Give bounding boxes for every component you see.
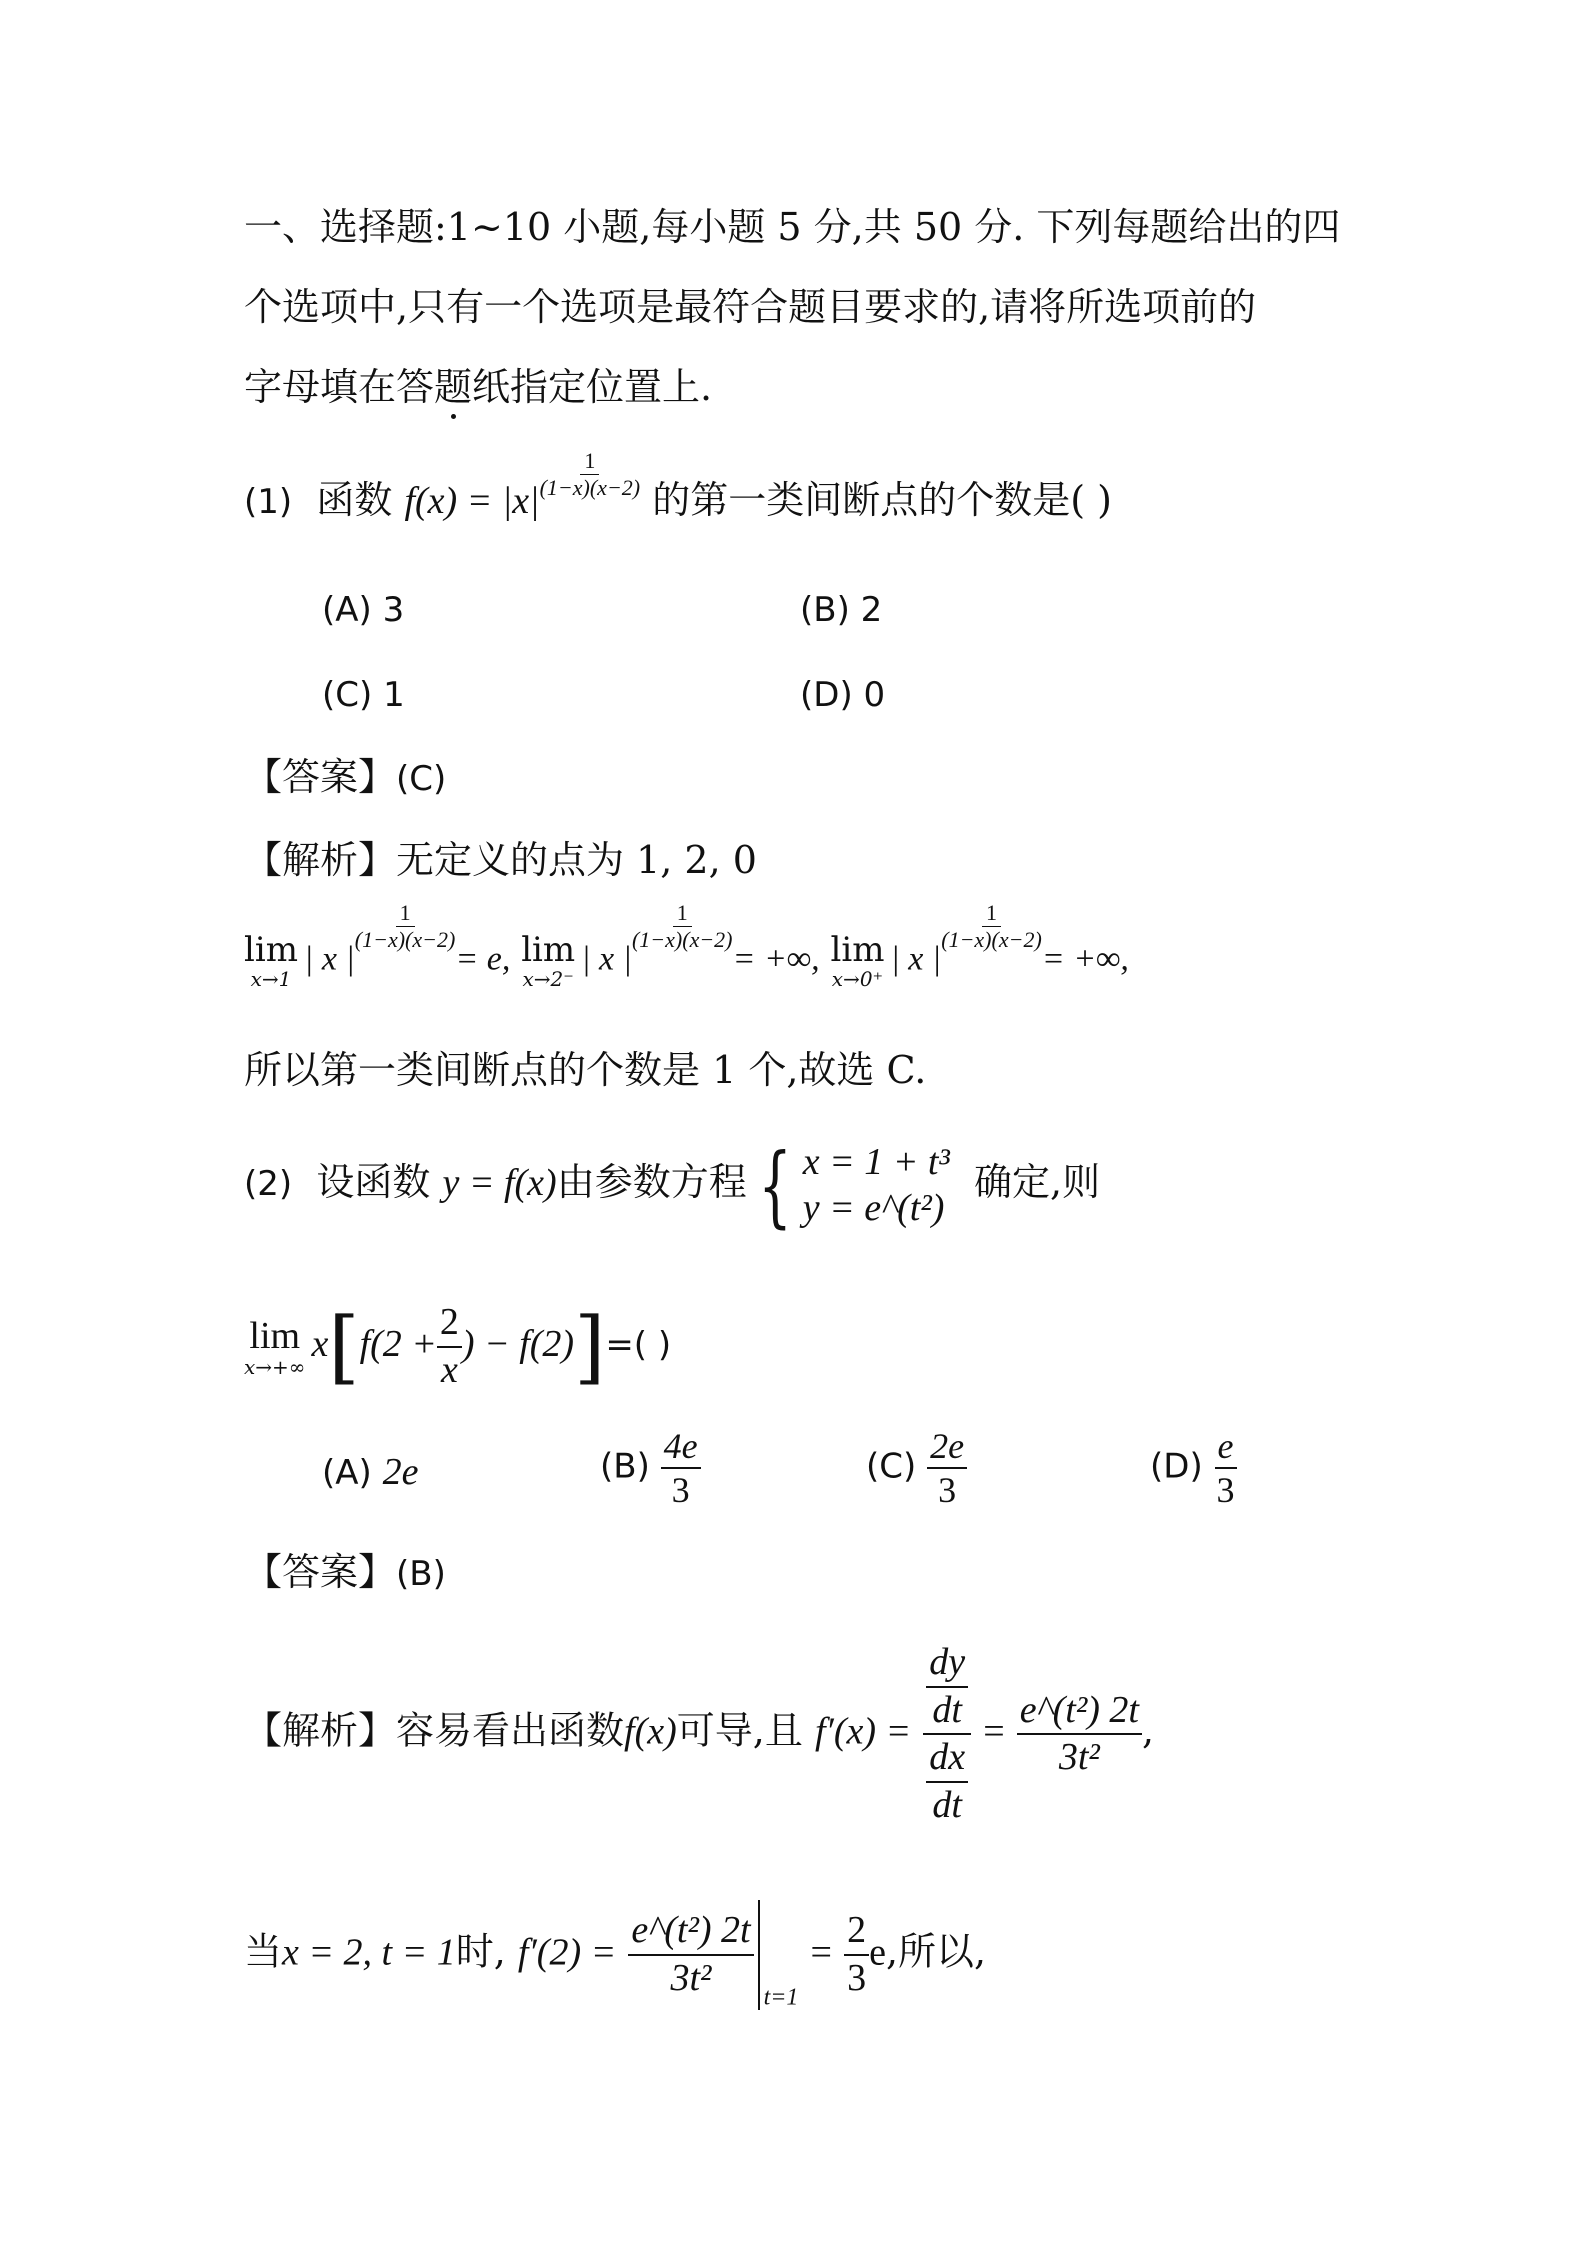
derivative-compound-fraction: $\frac{\frac{dy}{dt}}{\frac{dx}{dt}}$ [923,1640,971,1828]
q2-stem: (2) 设函数 y = f(x)由参数方程 { x = 1 + t³ y = e^(t²) 确定,则 [244,1133,1101,1237]
q1-function: f(x) = |x| [404,480,540,522]
q2-analysis: 【解析】容易看出函数f(x)可导,且 f′(x) = $\frac{\frac{dy}{dt}}{\frac{dx}{dt}}$ = $\frac{\text{e\textasciicircum{}(t²) 2t}}{\text{3t²}}$ , [244,1640,1154,1828]
q2-limit: lim x→+∞ x[f(2 + $\frac{2}{x}$ ) − f(2)]=( ) [244,1299,672,1393]
q1-conclusion: 所以第一类间断点的个数是 1 个,故选 C. [244,1048,927,1092]
derivative-result: $\frac{\text{e\textasciicircum{}(t²) 2t}}{\text{3t²}}$ [1017,1688,1142,1781]
evaluated-fraction: $\frac{\text{e\textasciicircum{}(t²) 2t}}{\text{3t²}}$ [628,1908,753,2001]
limit-1: lim x→1 [244,930,298,991]
q2-evaluation: 当x = 2, t = 1时, f′(2) = $\frac{\text{e\textasciicircum{}(t²) 2t}}{\text{3t²}}$ $_{t=1}$ = $\frac{2}{3}$ e,所以, [244,1900,986,2012]
q1-option-d[interactable]: (D) 0 [800,675,886,715]
parametric-system: x = 1 + t³ y = e^(t²) [802,1141,950,1229]
q2-option-b[interactable]: (B) $\frac{4e}{3}$ [600,1425,701,1511]
section-heading-line-1: 一、选择题:1~10 小题,每小题 5 分,共 50 分. 下列每题给出的四 [244,205,1341,249]
q1-option-c[interactable]: (C) 1 [322,675,405,715]
q1-exponent: $\frac{1}{(1-x)(x-2)}$ [539,448,641,501]
q2-option-c[interactable]: (C) $\frac{2e}{3}$ [866,1425,967,1511]
q1-limits: lim x→1 | x | $\frac{1}{(1-x)(x-2)}$ = e, lim x→2⁻ | x | $\frac{1}{(1-x)(x-2)}$ = +∞, lim x→0⁺ | x | $\frac{1}{(1-x)(x-2)}$ = +∞, [244,900,1129,991]
limit-plus-infinity: lim x→+∞ [244,1314,306,1380]
result-two-thirds: $\frac{2}{3}$ [844,1908,869,2001]
q1-stem: (1) 函数 f(x) = |x| $\frac{1}{(1-x)(x-2)}$ 的第一类间断点的个数是( ) [244,448,1112,522]
fraction-2-over-x: $\frac{2}{x}$ [437,1300,462,1393]
section-heading-line-2: 个选项中,只有一个选项是最符合题目要求的,请将所选项前的 [244,285,1257,329]
q2-option-d[interactable]: (D) $\frac{e}{3}$ [1150,1426,1235,1510]
q1-option-a[interactable]: (A) 3 [322,590,405,630]
limit-3: lim x→0⁺ [830,930,885,991]
section-heading-line-3: 字母填在答题纸指定位置上. [244,365,713,409]
evaluation-bar [758,1900,760,2010]
emphasis-dotted-text: 答题纸 [396,365,511,409]
q1-answer: 【答案】(C) [244,755,447,799]
q2-answer: 【答案】(B) [244,1550,446,1594]
q2-function: y = f(x) [442,1162,557,1205]
q1-option-b[interactable]: (B) 2 [800,590,883,630]
q2-option-a[interactable]: (A) 2e [322,1451,419,1493]
limit-2: lim x→2⁻ [521,930,576,991]
system-brace: { [757,1133,792,1237]
q1-analysis: 【解析】无定义的点为 1, 2, 0 [244,838,757,882]
